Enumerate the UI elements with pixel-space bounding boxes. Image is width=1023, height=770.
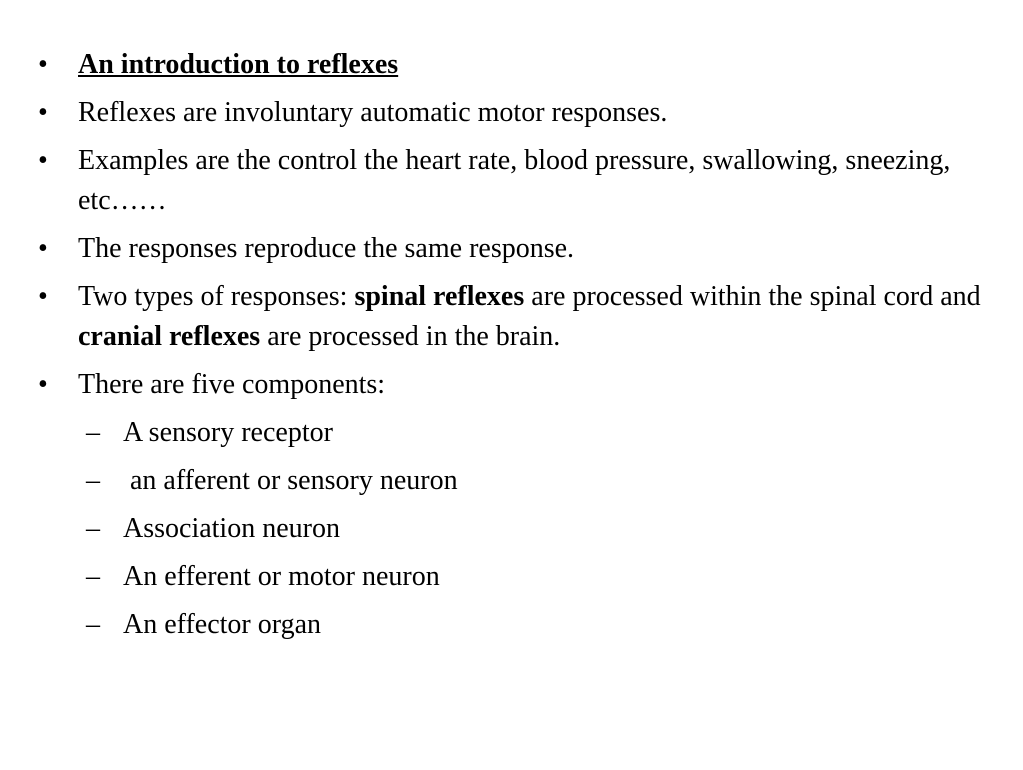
slide-heading: An introduction to reflexes bbox=[78, 49, 399, 80]
bullet-text: Examples are the control the heart rate, blood pressure, swallowing, sneezing, etc…… bbox=[78, 145, 951, 216]
bullet-item bbox=[38, 141, 998, 221]
bullet-item bbox=[38, 365, 998, 405]
sub-item-text: Association neuron bbox=[123, 513, 340, 544]
bullet-item bbox=[38, 229, 998, 269]
bullet-text: There are five components: bbox=[78, 369, 386, 400]
sub-marker: – bbox=[86, 561, 100, 592]
bullet-text: The responses reproduce the same response. bbox=[78, 233, 575, 264]
sub-item-component bbox=[38, 509, 998, 549]
bullet-text-part: are processed in the brain. bbox=[260, 321, 561, 352]
sub-item-component bbox=[38, 557, 998, 597]
sub-item-component bbox=[38, 605, 998, 645]
bullet-text-part: are processed within the spinal cord and bbox=[524, 281, 981, 312]
sub-item-component bbox=[38, 461, 998, 501]
bullet-marker: • bbox=[38, 281, 48, 312]
bullet-text-bold-spinal: spinal reflexes bbox=[354, 281, 525, 312]
bullet-marker: • bbox=[38, 49, 48, 80]
sub-marker: – bbox=[86, 513, 100, 544]
bullet-text: Reflexes are involuntary automatic motor responses. bbox=[78, 97, 668, 128]
bullet-marker: • bbox=[38, 369, 48, 400]
bullet-item-reflex-types bbox=[38, 277, 998, 357]
bullet-marker: • bbox=[38, 233, 48, 264]
sub-item-text: A sensory receptor bbox=[123, 417, 333, 448]
bullet-marker: • bbox=[38, 145, 48, 176]
sub-marker: – bbox=[86, 417, 100, 448]
sub-marker: – bbox=[86, 609, 100, 640]
bullet-text-part: Two types of responses: bbox=[78, 281, 355, 312]
sub-marker: – bbox=[86, 465, 100, 496]
bullet-item bbox=[38, 93, 998, 133]
sub-item-component bbox=[38, 413, 998, 453]
sub-item-text: An effector organ bbox=[123, 609, 321, 640]
slide-content bbox=[38, 45, 998, 653]
sub-item-text: an afferent or sensory neuron bbox=[123, 465, 458, 496]
sub-item-text: An efferent or motor neuron bbox=[123, 561, 440, 592]
bullet-marker: • bbox=[38, 97, 48, 128]
bullet-item-title bbox=[38, 45, 998, 85]
bullet-text-bold-cranial: cranial reflexes bbox=[78, 321, 261, 352]
